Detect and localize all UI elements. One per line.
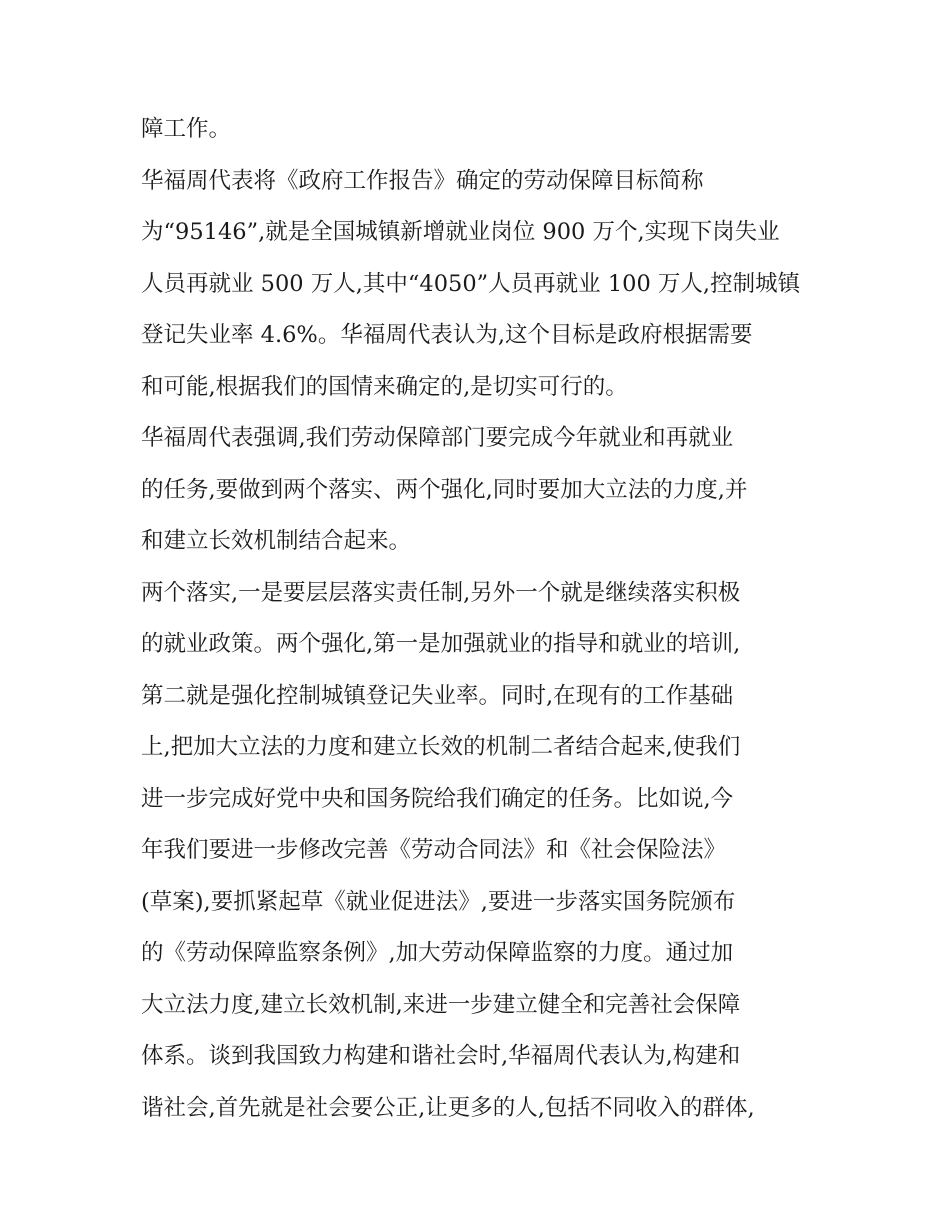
- text-line: 华福周代表将《政府工作报告》确定的劳动保障目标简称: [141, 167, 704, 194]
- text-line: 的就业政策。两个强化,第一是加强就业的指导和就业的培训,: [141, 631, 741, 657]
- text-line: 谐社会,首先就是社会要公正,让更多的人,包括不同收入的群体,: [141, 1094, 755, 1121]
- text-line: 体系。谈到我国致力构建和谐社会时,华福周代表认为,构建和: [141, 1043, 741, 1069]
- text-line: 和建立长效机制结合起来。: [141, 528, 412, 554]
- body-text: [141, 107, 821, 1137]
- text-line: 障工作。: [141, 116, 232, 142]
- text-line: 和可能,根据我们的国情来确定的,是切实可行的。: [141, 373, 628, 400]
- text-line: 第二就是强化控制城镇登记失业率。同时,在现有的工作基础: [141, 682, 734, 709]
- text-line: 的《劳动保障监察条例》,加大劳动保障监察的力度。通过加: [141, 940, 734, 966]
- text-line: 进一步完成好党中央和国务院给我们确定的任务。比如说,今: [141, 785, 734, 812]
- text-line: (草案),要抓紧起草《就业促进法》,要进一步落实国务院颁布: [141, 888, 736, 915]
- text-line: 华福周代表强调,我们劳动保障部门要完成今年就业和再就业: [141, 425, 734, 451]
- text-line: 年我们要进一步修改完善《劳动合同法》和《社会保险法》: [141, 837, 727, 863]
- text-line: 大立法力度,建立长效机制,来进一步建立健全和完善社会保障: [141, 991, 741, 1018]
- text-line: 人员再就业 500 万人,其中“4050”人员再就业 100 万人,控制城镇: [141, 270, 801, 297]
- text-line: 为“95146”,就是全国城镇新增就业岗位 900 万个,实现下岗失业: [141, 219, 780, 245]
- text-line: 上,把加大立法的力度和建立长效的机制二者结合起来,使我们: [141, 734, 741, 760]
- text-line: 登记失业率 4.6%。华福周代表认为,这个目标是政府根据需要: [141, 322, 753, 348]
- text-line: 两个落实,一是要层层落实责任制,另外一个就是继续落实积极: [141, 579, 741, 606]
- text-line: 的任务,要做到两个落实、两个强化,同时要加大立法的力度,并: [141, 476, 748, 503]
